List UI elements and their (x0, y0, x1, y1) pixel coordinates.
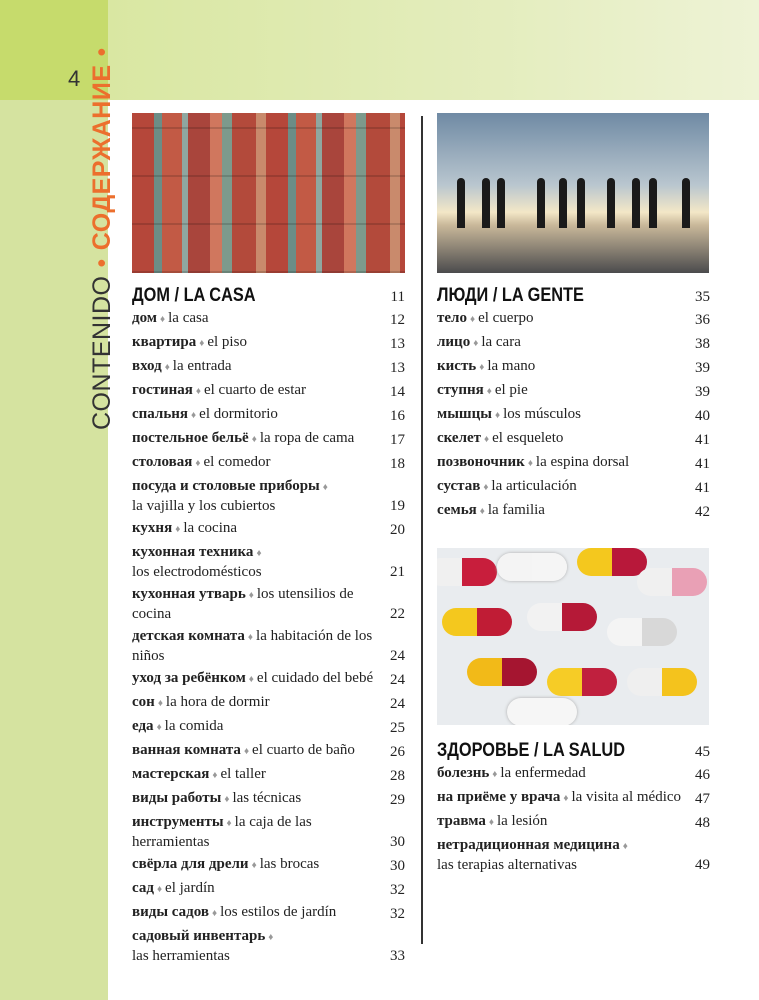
entry-ru: постельное бельё (132, 430, 249, 446)
entry-ru: квартира (132, 334, 197, 350)
entry-es: la casa (168, 310, 209, 326)
entry-page: 19 (390, 498, 405, 514)
entry-es: la vajilla y los cubiertos (132, 498, 276, 514)
entry-es: el cuerpo (478, 310, 534, 326)
title-es: CONTENIDO (88, 275, 116, 430)
diamond-icon: ♦ (195, 458, 201, 469)
entry-ru: кисть (437, 358, 477, 374)
entry-es: la enfermedad (500, 765, 586, 781)
section-page: 45 (695, 744, 710, 760)
toc-entry[interactable] (132, 517, 405, 541)
entry-ru: тело (437, 310, 467, 326)
entry-es: el cuarto de estar (203, 382, 307, 398)
diamond-icon: ♦ (226, 818, 232, 829)
diamond-icon: ♦ (483, 482, 489, 493)
entry-page: 17 (390, 432, 405, 448)
diamond-icon: ♦ (247, 632, 254, 643)
entry-ru: кухня (132, 520, 173, 536)
entry-ru: инструменты (132, 814, 224, 830)
diamond-icon: ♦ (160, 314, 166, 325)
diamond-icon: ♦ (622, 841, 628, 852)
entry-page: 16 (390, 408, 405, 424)
entry-es: la articulación (491, 478, 577, 494)
entry-es: las brocas (259, 856, 320, 872)
entry-es: las técnicas (232, 790, 302, 806)
toc-entry[interactable] (437, 307, 710, 331)
entry-es: la hora de dormir (165, 694, 270, 710)
entry-page: 12 (390, 312, 405, 328)
toc-entry[interactable] (132, 331, 405, 355)
section-title: ДОМ / LA CASA (132, 285, 256, 306)
diamond-icon: ♦ (211, 908, 218, 919)
diamond-icon: ♦ (164, 362, 170, 373)
entry-es: la espina dorsal (535, 454, 630, 470)
diamond-icon: ♦ (248, 674, 254, 685)
bullet: • (88, 258, 116, 268)
entry-page: 24 (390, 672, 405, 688)
entry-page: 18 (390, 456, 405, 472)
entry-es: la comida (164, 718, 224, 734)
toc-entry[interactable] (132, 691, 405, 715)
diamond-icon: ♦ (322, 482, 328, 493)
entry-ru: сустав (437, 478, 481, 494)
entry-es: la ropa de cama (259, 430, 355, 446)
diamond-icon: ♦ (156, 884, 163, 895)
entry-page: 24 (390, 648, 405, 664)
section-title: ЛЮДИ / LA GENTE (437, 285, 584, 306)
entry-ru: посуда и столовые приборы (132, 478, 320, 494)
entry-ru: виды садов (132, 904, 209, 920)
toc-entry[interactable] (132, 583, 405, 625)
entry-ru: свёрла для дрели (132, 856, 249, 872)
entry-page: 48 (695, 815, 710, 831)
entry-page: 42 (695, 504, 710, 520)
entry-page: 24 (390, 696, 405, 712)
entry-page: 13 (390, 360, 405, 376)
entry-page: 33 (390, 948, 405, 964)
toc-entry[interactable] (132, 901, 405, 925)
entry-ru: лицо (437, 334, 471, 350)
entry-page: 40 (695, 408, 710, 424)
toc-entry[interactable] (132, 811, 405, 853)
section-page: 11 (390, 289, 405, 305)
entry-page: 36 (695, 312, 710, 328)
entry-ru: нетрадиционная медицина (437, 837, 620, 853)
section-page: 35 (695, 289, 710, 305)
entry-page: 28 (390, 768, 405, 784)
entry-ru: мастерская (132, 766, 210, 782)
toc-entry[interactable] (437, 451, 710, 475)
toc-entry[interactable] (132, 877, 405, 901)
entry-page: 46 (695, 767, 710, 783)
entry-es: los músculos (503, 406, 581, 422)
diamond-icon: ♦ (195, 386, 201, 397)
toc-entry[interactable] (437, 475, 710, 499)
toc-entry[interactable] (132, 763, 405, 787)
entry-es: la familia (487, 502, 545, 518)
entry-page: 21 (390, 564, 405, 580)
toc-entry[interactable] (132, 787, 405, 811)
entry-page: 13 (390, 336, 405, 352)
toc-entry[interactable] (132, 379, 405, 403)
entry-ru: ванная комната (132, 742, 241, 758)
wood-planks-image (132, 113, 405, 273)
entry-page: 26 (390, 744, 405, 760)
entry-ru: столовая (132, 454, 193, 470)
entry-ru: гостиная (132, 382, 193, 398)
diamond-icon: ♦ (157, 698, 163, 709)
toc-entry[interactable] (437, 403, 710, 427)
entry-es: los electrodomésticos (132, 564, 262, 580)
section-heading[interactable] (437, 285, 710, 307)
toc-entry[interactable] (437, 355, 710, 379)
entry-ru: кухонная утварь (132, 586, 246, 602)
diamond-icon: ♦ (484, 434, 490, 445)
entry-ru: позвоночник (437, 454, 525, 470)
entry-es: el piso (207, 334, 247, 350)
toc-entry[interactable] (437, 810, 710, 834)
diamond-icon: ♦ (243, 746, 250, 757)
column-divider (421, 116, 423, 944)
entry-es: el taller (220, 766, 266, 782)
entry-ru: виды работы (132, 790, 222, 806)
toc-entry[interactable] (132, 925, 405, 967)
entry-es: la visita al médico (571, 789, 682, 805)
entry-ru: вход (132, 358, 162, 374)
entry-es: la caja de las herramientas (132, 814, 312, 850)
entry-page: 30 (390, 858, 405, 874)
entry-ru: дом (132, 310, 158, 326)
entry-page: 39 (695, 384, 710, 400)
entry-page: 14 (390, 384, 405, 400)
section-gente (437, 285, 710, 523)
diamond-icon: ♦ (486, 386, 492, 397)
diamond-icon: ♦ (224, 794, 230, 805)
entry-page: 25 (390, 720, 405, 736)
entry-es: el jardín (165, 880, 215, 896)
diamond-icon: ♦ (488, 817, 494, 828)
entry-ru: сон (132, 694, 155, 710)
entry-page: 32 (390, 882, 405, 898)
diamond-icon: ♦ (492, 769, 498, 780)
title-ru: СОДЕРЖАНИЕ (88, 64, 116, 251)
entry-ru: на приёме у врача (437, 789, 561, 805)
entry-ru: спальня (132, 406, 189, 422)
toc-entry[interactable] (132, 355, 405, 379)
entry-es: las herramientas (132, 948, 230, 964)
diamond-icon: ♦ (268, 932, 274, 943)
entry-es: el cuidado del bebé (256, 670, 374, 686)
diamond-icon: ♦ (175, 524, 181, 535)
entry-page: 41 (695, 456, 710, 472)
entry-page: 29 (390, 792, 405, 808)
section-casa (132, 285, 405, 967)
sidebar-title (88, 39, 117, 430)
entry-page: 32 (390, 906, 405, 922)
toc-entry[interactable] (132, 475, 405, 517)
section-salud (437, 740, 710, 876)
toc-entry[interactable] (132, 541, 405, 583)
entry-es: los utensilios de cocina (132, 586, 354, 622)
diamond-icon: ♦ (563, 793, 569, 804)
page-number: 4 (68, 66, 81, 91)
toc-entry[interactable] (132, 739, 405, 763)
diamond-icon: ♦ (479, 506, 485, 517)
diamond-icon: ♦ (251, 860, 257, 871)
entry-ru: садовый инвентарь (132, 928, 266, 944)
entry-ru: мышцы (437, 406, 492, 422)
diamond-icon: ♦ (479, 362, 485, 373)
top-band (108, 0, 759, 100)
entry-es: el pie (494, 382, 528, 398)
entry-es: los estilos de jardín (220, 904, 337, 920)
entry-page: 49 (695, 857, 710, 873)
entry-page: 22 (390, 606, 405, 622)
entry-es: las terapias alternativas (437, 857, 577, 873)
entry-ru: детская комната (132, 628, 245, 644)
entry-page: 41 (695, 480, 710, 496)
entry-page: 20 (390, 522, 405, 538)
toc-entry[interactable] (437, 499, 710, 523)
toc-entry[interactable] (437, 379, 710, 403)
bullet: • (88, 47, 116, 57)
diamond-icon: ♦ (473, 338, 479, 349)
entry-es: la cara (481, 334, 521, 350)
toc-entry[interactable] (437, 786, 710, 810)
toc-entry[interactable] (132, 403, 405, 427)
section-title: ЗДОРОВЬЕ / LA SALUD (437, 740, 626, 761)
entry-page: 47 (695, 791, 710, 807)
toc-entry[interactable] (132, 625, 405, 667)
entry-es: la entrada (172, 358, 232, 374)
toc-entry[interactable] (437, 331, 710, 355)
diamond-icon: ♦ (494, 410, 501, 421)
diamond-icon: ♦ (191, 410, 197, 421)
diamond-icon: ♦ (248, 590, 254, 601)
toc-entry[interactable] (132, 853, 405, 877)
diamond-icon: ♦ (256, 548, 262, 559)
entry-page: 30 (390, 834, 405, 850)
entry-ru: еда (132, 718, 154, 734)
diamond-icon: ♦ (199, 338, 205, 349)
entry-ru: травма (437, 813, 486, 829)
diamond-icon: ♦ (251, 434, 257, 445)
entry-es: el comedor (203, 454, 271, 470)
entry-page: 39 (695, 360, 710, 376)
toc-entry[interactable] (132, 427, 405, 451)
entry-es: la mano (487, 358, 536, 374)
entry-es: la lesión (496, 813, 548, 829)
entry-es: el dormitorio (199, 406, 278, 422)
entry-page: 41 (695, 432, 710, 448)
entry-ru: семья (437, 502, 477, 518)
section-heading[interactable] (132, 285, 405, 307)
diamond-icon: ♦ (156, 722, 162, 733)
business-people-image (437, 113, 709, 273)
entry-ru: кухонная техника (132, 544, 254, 560)
pills-image (437, 548, 709, 725)
entry-es: la cocina (183, 520, 238, 536)
entry-es: la habitación de los niños (132, 628, 373, 664)
toc-entry[interactable] (132, 307, 405, 331)
toc-entry[interactable] (132, 451, 405, 475)
entry-es: el esqueleto (492, 430, 564, 446)
entry-ru: сад (132, 880, 154, 896)
toc-entry[interactable] (437, 762, 710, 786)
toc-entry[interactable] (437, 427, 710, 451)
toc-entry[interactable] (132, 715, 405, 739)
toc-entry[interactable] (437, 834, 710, 876)
entry-ru: скелет (437, 430, 482, 446)
entry-ru: ступня (437, 382, 484, 398)
diamond-icon: ♦ (212, 770, 218, 781)
diamond-icon: ♦ (469, 314, 476, 325)
entry-ru: болезнь (437, 765, 490, 781)
diamond-icon: ♦ (527, 458, 533, 469)
entry-page: 38 (695, 336, 710, 352)
entry-ru: уход за ребёнком (132, 670, 246, 686)
entry-es: el cuarto de baño (252, 742, 355, 758)
section-heading[interactable] (437, 740, 710, 762)
toc-entry[interactable] (132, 667, 405, 691)
